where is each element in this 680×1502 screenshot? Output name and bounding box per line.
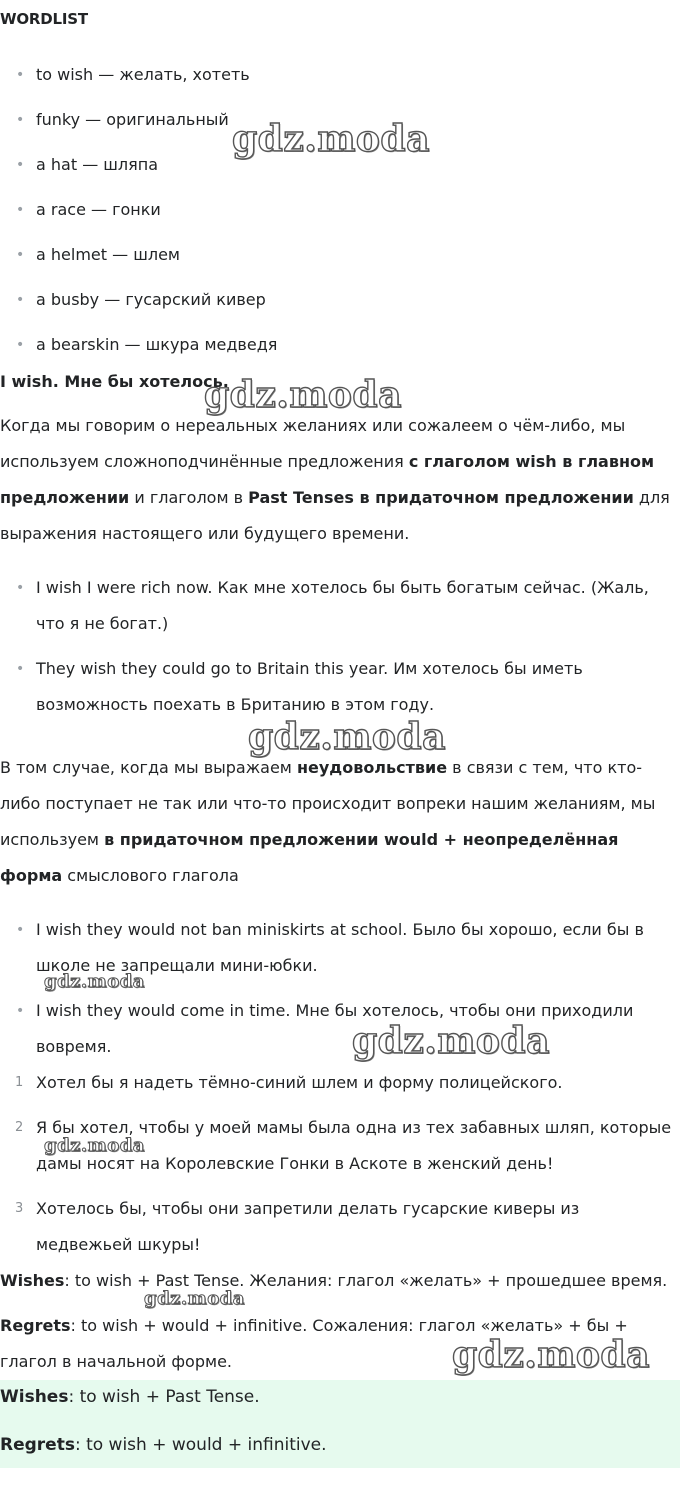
bullet-icon: • (16, 67, 25, 83)
bullet-icon: • (16, 337, 25, 353)
explanation-paragraph: В том случае, когда мы выражаем неудовольствие в связи с тем, что кто-либо поступает не так или что-то происходит вопреки нашим желаниям, мы используем в придаточном предложении would + неопределённая форма смыслового глагола (0, 758, 656, 885)
watermark: gdz.moda (44, 1135, 145, 1156)
bullet-icon: • (16, 247, 25, 263)
watermark: gdz.moda (44, 971, 145, 992)
example-item: • I wish they would come in time. Мне бы хотелось, чтобы они приходили вовремя. (36, 993, 676, 1065)
wordlist-item: • a busby — гусарский кивер (16, 290, 266, 309)
wordlist-item: • to wish — желать, хотеть (16, 65, 250, 84)
wordlist-item: • a race — гонки (16, 200, 161, 219)
bullet-icon: • (16, 112, 25, 128)
answer-item: 1 Хотел бы я надеть тёмно-синий шлем и форму полицейского. (15, 1073, 563, 1092)
wordlist-item: • a bearskin — шкура медведя (16, 335, 278, 354)
watermark: gdz.moda (452, 1334, 650, 1376)
watermark: gdz.moda (248, 716, 446, 758)
section-title: I wish. Мне бы хотелось. (0, 372, 229, 391)
bullet-icon: • (16, 661, 25, 677)
bullet-icon: • (16, 157, 25, 173)
answer-item: 3 Хотелось бы, чтобы они запретили делать гусарские киверы из медвежьей шкуры! (15, 1199, 580, 1254)
bullet-icon: • (16, 922, 25, 938)
bullet-icon: • (16, 202, 25, 218)
bullet-icon: • (16, 292, 25, 308)
wordlist-item: • a helmet — шлем (16, 245, 180, 264)
bullet-icon: • (16, 1003, 25, 1019)
example-item: • I wish they would not ban miniskirts at school. Было бы хорошо, если бы в школе не запрещали мини-юбки. (36, 912, 676, 984)
summary-regrets: Regrets: to wish + would + infinitive. (0, 1435, 327, 1455)
watermark: gdz.moda (232, 118, 430, 160)
answer-item: 2 Я бы хотел, чтобы у моей мамы была одна из тех забавных шляп, которые дамы носят на Королевские Гонки в Аскоте в женский день! (15, 1118, 672, 1173)
example-item: • They wish they could go to Britain this year. Им хотелось бы иметь возможность поехать в Британию в этом году. (36, 651, 676, 723)
summary-wishes: Wishes: to wish + Past Tense. (0, 1387, 260, 1407)
bullet-icon: • (16, 580, 25, 596)
wordlist-item: • funky — оригинальный (16, 110, 229, 129)
rule-wishes: Wishes: to wish + Past Tense. Желания: глагол «желать» + прошедшее время. (0, 1271, 668, 1290)
wordlist-item: • a hat — шляпа (16, 155, 159, 174)
wordlist-heading: WORDLIST (0, 10, 88, 28)
summary-box (0, 1380, 680, 1468)
example-item: • I wish I were rich now. Как мне хотелось бы быть богатым сейчас. (Жаль, что я не богат.) (36, 570, 676, 642)
rule-regrets: Regrets: to wish + would + infinitive. Сожаления: глагол «желать» + бы + глагол в начальной форме. (0, 1316, 628, 1371)
explanation-paragraph: Когда мы говорим о нереальных желаниях или сожалеем о чём-либо, мы используем сложноподчинённые предложения с глаголом wish в главном предложении и глаголом в Past Tenses в придаточном предложении для выражения настоящего или будущего времени. (0, 416, 670, 543)
watermark: gdz.moda (144, 1288, 245, 1309)
watermark: gdz.moda (352, 1020, 550, 1062)
watermark: gdz.moda (204, 374, 402, 416)
